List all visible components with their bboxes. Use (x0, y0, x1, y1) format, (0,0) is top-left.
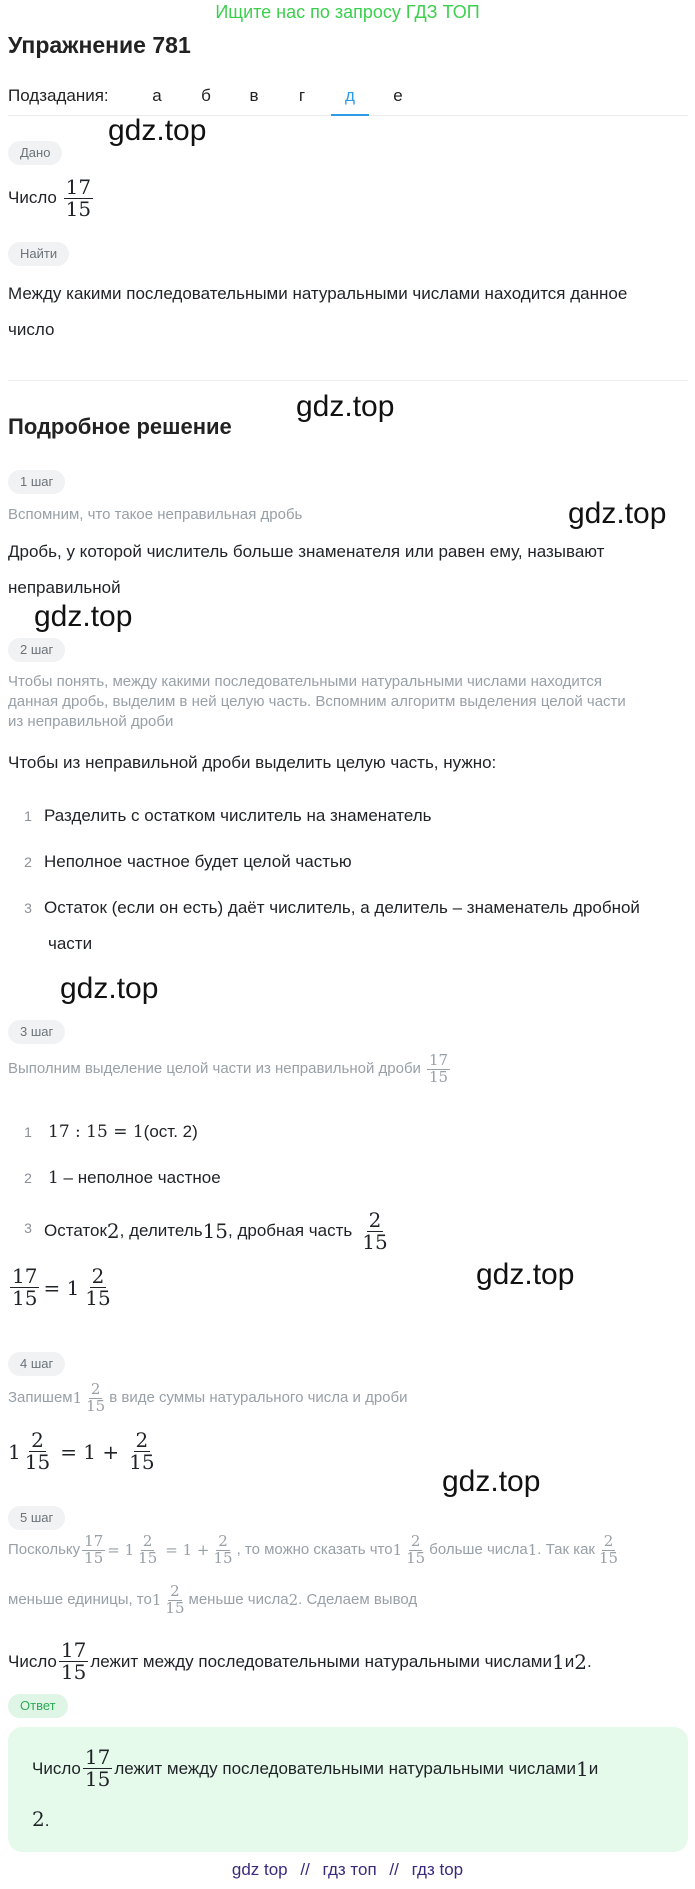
tab-v[interactable]: в (249, 86, 259, 105)
frac-den: 15 (84, 1548, 104, 1567)
frac-num: 17 (84, 1532, 104, 1550)
fraction (59, 1640, 88, 1683)
fraction (23, 1430, 52, 1473)
fraction (136, 1534, 159, 1567)
subtasks-label: Подзадания: (8, 86, 109, 105)
list-number: 3 (24, 1220, 32, 1236)
frac-den: 15 (406, 1548, 426, 1567)
find-line2: число (8, 320, 55, 339)
list-text: , дробная часть (228, 1221, 353, 1240)
watermark: gdz.top (108, 114, 207, 147)
conclusion-text: и (564, 1651, 575, 1671)
step1-hint: Вспомним, что такое неправильная дробь (8, 506, 303, 523)
list-item: Неполное частное будет целой частью (44, 852, 352, 871)
list-item: Остаток (если он есть) даёт числитель, а делитель – знаменатель дробной (44, 898, 640, 917)
math-expr: 2 (574, 1649, 587, 1674)
step5-text: . Так как (537, 1541, 595, 1559)
math-expr: 17 : 15 = 1 (48, 1122, 144, 1142)
list-item (48, 1160, 221, 1196)
list-number: 2 (24, 1170, 32, 1186)
list-text: – неполное частное (58, 1168, 221, 1187)
step5-text: , то можно сказать что (236, 1541, 393, 1559)
conclusion-text: . (586, 1651, 592, 1671)
answer-line1 (32, 1747, 598, 1790)
frac-den: 15 (65, 197, 92, 221)
list-number: 1 (24, 808, 32, 824)
frac-num: 2 (90, 1380, 101, 1398)
fraction (163, 1584, 186, 1617)
frac-num: 2 (31, 1428, 44, 1452)
answer-text: и (588, 1758, 599, 1778)
list-number: 3 (24, 900, 32, 916)
fraction (82, 1534, 105, 1567)
step3-hint (8, 1053, 452, 1086)
math-expr: 1 (551, 1649, 565, 1674)
step5-line2 (8, 1584, 417, 1617)
step3-hint-text: Выполним выделение целой части из неправильной дроби (8, 1060, 421, 1078)
step5-text: . Сделаем вывод (298, 1591, 418, 1609)
frac-num: 17 (60, 1638, 87, 1662)
footer-separator: // (300, 1860, 310, 1879)
watermark: gdz.top (34, 600, 133, 633)
math-expr: 1 (151, 1591, 162, 1610)
fraction (83, 1266, 112, 1309)
step5-line1 (8, 1534, 692, 1567)
given-fraction (64, 177, 93, 220)
fraction (211, 1534, 234, 1567)
search-banner: Ищите нас по запросу ГДЗ ТОП (215, 2, 480, 22)
footer-separator: // (389, 1860, 399, 1879)
frac-den: 15 (138, 1548, 158, 1567)
step3-pill: 3 шаг (8, 1020, 65, 1044)
frac-num: 2 (91, 1264, 105, 1288)
math-expr: 2 (288, 1591, 299, 1610)
watermark: gdz.top (476, 1258, 575, 1291)
given-label: Число (8, 187, 57, 207)
fraction (597, 1534, 620, 1567)
step2-hint2: данная дробь, выделим в ней целую часть. Вспомним алгоритм выделения целой части (8, 693, 626, 710)
frac-num: 2 (368, 1207, 382, 1232)
fraction (83, 1747, 112, 1790)
frac-den: 15 (213, 1548, 233, 1567)
math-expr: 1 (48, 1168, 59, 1188)
frac-den: 15 (60, 1660, 87, 1684)
divider (8, 380, 688, 381)
answer-box (8, 1727, 688, 1852)
given-pill: Дано (8, 141, 62, 165)
list-number: 1 (24, 1124, 32, 1140)
step4-hint (8, 1382, 408, 1415)
conclusion-text: Число (8, 1651, 57, 1671)
step4-equation (8, 1430, 159, 1473)
frac-den: 15 (86, 1396, 106, 1415)
list-text: Остаток (44, 1221, 107, 1240)
list-item (48, 1114, 198, 1150)
fraction (404, 1534, 427, 1567)
frac-den: 15 (24, 1450, 51, 1474)
list-number: 2 (24, 854, 32, 870)
list-text: , делитель (119, 1221, 203, 1240)
frac-num: 2 (170, 1582, 180, 1600)
given-text (8, 177, 95, 220)
math-expr: 15 (202, 1219, 229, 1243)
frac-num: 2 (218, 1532, 228, 1550)
frac-num: 2 (410, 1532, 421, 1550)
find-pill: Найти (8, 242, 69, 266)
fraction (10, 1266, 39, 1309)
answer-text: Число (32, 1758, 81, 1778)
step5-pill: 5 шаг (8, 1506, 65, 1530)
conclusion-text: лежит между последовательными натуральными числами (90, 1651, 552, 1671)
frac-den: 15 (165, 1598, 185, 1617)
watermark: gdz.top (442, 1465, 541, 1498)
remainder: (ост. 2) (143, 1122, 198, 1141)
step5-text: меньше числа (188, 1591, 289, 1609)
step2-pill: 2 шаг (8, 638, 65, 662)
frac-den: 15 (428, 1067, 449, 1086)
tab-g[interactable]: г (298, 86, 306, 105)
frac-den: 15 (362, 1229, 388, 1254)
frac-den: 15 (599, 1548, 619, 1567)
math-expr: 1 (527, 1541, 538, 1560)
math-expr: 1 (392, 1541, 403, 1560)
math-expr: 1 (72, 1389, 83, 1408)
frac-den: 15 (12, 1286, 38, 1310)
step2-hint3: из неправильной дроби (8, 713, 174, 730)
frac-num: 17 (65, 175, 92, 199)
watermark: gdz.top (60, 972, 159, 1005)
frac-den: 15 (129, 1450, 155, 1474)
frac-num: 17 (84, 1745, 111, 1769)
tab-a[interactable]: а (152, 86, 162, 105)
step1-line1: Дробь, у которой числитель больше знаменателя или равен ему, называют (8, 542, 605, 561)
frac-den: 15 (84, 1767, 111, 1791)
list-item: Разделить с остатком числитель на знаменатель (44, 806, 432, 825)
frac-num: 2 (135, 1428, 149, 1452)
frac-den: 15 (85, 1286, 111, 1310)
step3-result (8, 1266, 115, 1309)
fraction (127, 1430, 156, 1473)
footer-link[interactable]: gdz top (231, 1860, 288, 1879)
list-item (44, 1206, 392, 1256)
step2-intro: Чтобы из неправильной дроби выделить целую часть, нужно: (8, 753, 497, 772)
math-expr: = 1 + (60, 1439, 120, 1464)
watermark: gdz.top (568, 497, 667, 530)
step4-pill: 4 шаг (8, 1352, 65, 1376)
step1-line2: неправильной (8, 578, 121, 597)
tab-b[interactable]: б (201, 86, 211, 105)
answer-line2 (32, 1807, 49, 1831)
subtasks-bar (8, 84, 688, 116)
math-expr: 1 (575, 1756, 589, 1781)
frac-num: 17 (428, 1051, 449, 1069)
step1-pill: 1 шаг (8, 470, 65, 494)
math-expr: = 1 (107, 1541, 135, 1560)
step5-conclusion (8, 1640, 592, 1683)
step4-hint-text: Запишем (8, 1389, 73, 1407)
footer-link[interactable]: гдз топ (322, 1860, 377, 1879)
step5-text: Поскольку (8, 1541, 81, 1559)
footer-links (0, 1860, 695, 1880)
fraction (84, 1382, 107, 1415)
footer-link[interactable]: гдз top (411, 1860, 464, 1879)
tab-d[interactable]: д (331, 86, 369, 116)
step5-text: меньше единицы, то (8, 1591, 152, 1609)
solution-title: Подробное решение (8, 414, 232, 439)
answer-text: лежит между последовательными натуральными числами (114, 1758, 576, 1778)
list-item-continued: части (48, 934, 93, 953)
frac-num: 17 (12, 1264, 38, 1288)
math-expr: 1 (8, 1439, 21, 1464)
fraction (427, 1053, 450, 1086)
answer-pill: Ответ (8, 1694, 68, 1718)
step4-hint-text: в виде суммы натурального числа и дроби (109, 1389, 408, 1407)
math-expr: = 1 + (165, 1541, 210, 1560)
math-expr: 2 (106, 1219, 120, 1243)
frac-num: 2 (142, 1532, 153, 1550)
math-expr: = 1 (43, 1275, 80, 1300)
page-title: Упражнение 781 (8, 32, 191, 58)
fraction (360, 1207, 389, 1254)
answer-text: . (44, 1811, 50, 1830)
frac-num: 2 (603, 1532, 614, 1550)
step5-text: больше числа (429, 1541, 528, 1559)
tab-e[interactable]: е (393, 86, 403, 105)
watermark: gdz.top (296, 390, 395, 423)
math-expr: 2 (32, 1807, 45, 1831)
find-line1: Между какими последовательными натуральными числами находится данное (8, 284, 628, 303)
step2-hint1: Чтобы понять, между какими последовательными натуральными числами находится (8, 673, 603, 690)
